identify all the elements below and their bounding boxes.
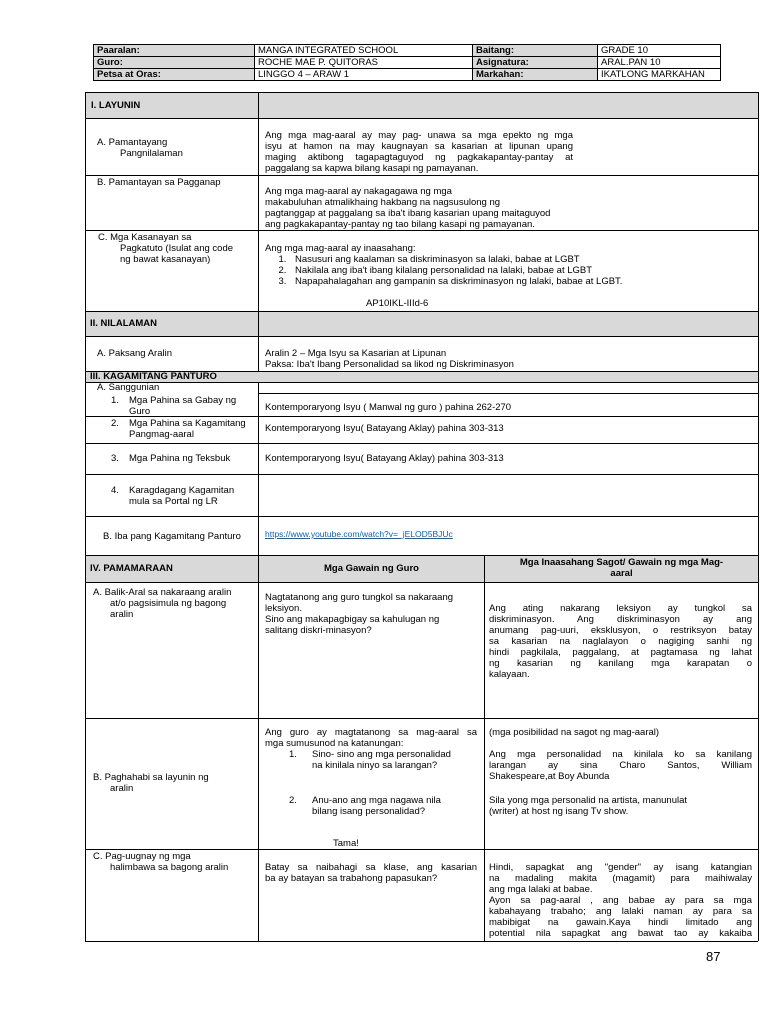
kagamitan-item-num: 4. bbox=[111, 485, 119, 496]
page-number: 87 bbox=[706, 949, 721, 964]
layunin-c-label: Pagkatuto (Isulat ang code bbox=[120, 243, 234, 254]
list-item: 1. Nasusuri ang kaalaman sa diskriminasyon sa lalaki, babae at LGBT bbox=[289, 254, 709, 265]
layunin-a-text: Ang mga mag-aaral ay may pag- unawa sa mga epekto ng mga isyu at hamon na may kaugnayan sa kasarian at lipunan upang maging aktibong tagapagtaguyod ng pagkakapantay-pantay at paggalang sa kapwa bilang kasapi ng pamayanan. bbox=[265, 130, 573, 174]
layunin-c-label: ng bawat kasanayan) bbox=[120, 254, 211, 265]
kagamitan-heading: III. KAGAMITANG PANTURO bbox=[90, 371, 217, 382]
kagamitan-item-value: Kontemporaryong Isyu( Batayang Aklay) pahina 303-313 bbox=[265, 423, 504, 434]
layunin-heading: I. LAYUNIN bbox=[91, 100, 141, 111]
nilalaman-a-label: A. Paksang Aralin bbox=[97, 348, 172, 359]
pamamaraan-c-sagot: Hindi, sapagkat ang "gender" ay isang katangian na madaling makita (magamit) para maihiwalay ang mga lalaki at babae. Ayon sa pag-aaral , ang babae ay para sa mga kabahayang trabaho; ang lalaki naman ay para sa mabibigat na gawain.Kaya hindi limitado ang potential nila sapagkat ang bawat tao ay kakaiba bbox=[489, 862, 752, 939]
pamamaraan-b-sagot-note: (mga posibilidad na sagot ng mag-aaral) bbox=[489, 727, 660, 738]
header-label: Asignatura: bbox=[473, 57, 598, 69]
pamamaraan-b-sagot-2: Sila yong mga personalid na artista, manunulat (writer) at host ng isang Tv show. bbox=[489, 795, 688, 817]
header-row bbox=[94, 45, 721, 57]
list-item: 3. Napapahalagahan ang gampanin sa diskriminasyon ng lalaki, babae at LGBT. bbox=[289, 276, 709, 287]
pamamaraan-b-sagot-1: Ang mga personalidad na kinilala ko sa kanilang larangan ay sina Charo Santos, William Shakespeare,at Boy Abunda bbox=[489, 749, 752, 782]
kagamitan-item-num: 2. bbox=[111, 418, 119, 429]
layunin-b-label: B. Pamantayan sa Pagganap bbox=[97, 177, 221, 188]
pamamaraan-a-guro: Nagtatanong ang guro tungkol sa nakaraang leksiyon. Sino ang makapagbigay sa kahulugan ng salitang diskri-minasyon? bbox=[265, 592, 454, 636]
nilalaman-a-text: Aralin 2 – Mga Isyu sa Kasarian at Lipunan Paksa: Iba't Ibang Personalidad sa likod ng Diskriminasyon bbox=[265, 348, 514, 370]
kagamitan-sanggunian: A. Sanggunian bbox=[97, 382, 160, 393]
nilalaman-heading: II. NILALAMAN bbox=[90, 318, 158, 329]
pamamaraan-a-label: aralin bbox=[110, 609, 134, 620]
header-table bbox=[93, 44, 721, 81]
pamamaraan-b-guro-intro: Ang guro ay magtatanong sa mag-aaral sa mga sumusunod na katanungan: bbox=[265, 727, 477, 749]
pamamaraan-a-label: A. Balik-Aral sa nakaraang aralin bbox=[93, 587, 232, 598]
header-label: Paaralan: bbox=[94, 45, 255, 57]
layunin-c-label: C. Mga Kasanayan sa bbox=[98, 232, 192, 243]
header-label: Guro: bbox=[94, 57, 255, 69]
nilalaman-heading-band bbox=[85, 311, 758, 336]
layunin-heading-band bbox=[85, 92, 758, 118]
pamamaraan-b-guro-q2: Anu-ano ang mga nagawa nila bilang isang personalidad? bbox=[312, 795, 441, 817]
question-num: 2. bbox=[289, 795, 297, 806]
layunin-a-label: Pangnilalaman bbox=[120, 148, 183, 159]
pamamaraan-c-label: C. Pag-uugnay ng mga bbox=[93, 851, 191, 862]
pamamaraan-a-label: at/o pagsisimula ng bagong bbox=[110, 598, 227, 609]
col-header-sagot: Mga Inaasahang Sagot/ Gawain ng mga Mag- aaral bbox=[519, 557, 724, 579]
kagamitan-item-num: 1. bbox=[111, 395, 119, 406]
col-header-guro: Mga Gawain ng Guro bbox=[323, 563, 419, 574]
header-label: Petsa at Oras: bbox=[94, 69, 255, 81]
header-label: Baitang: bbox=[473, 45, 598, 57]
layunin-a-label: A. Pamantayang bbox=[97, 137, 168, 148]
kagamitan-item-value: Kontemporaryong Isyu( Batayang Aklay) pahina 303-313 bbox=[265, 453, 504, 464]
layunin-b-text: Ang mga mag-aaral ay nakagagawa ng mga makabuluhan atmalikhaing hakbang na nagsusulong ng pagtanggap at paggalang sa iba't ibang kasarian upang maitaguyod ang pagkakapantay-pantay ng tao bilang kasapi ng pamayanan. bbox=[265, 186, 551, 230]
pamamaraan-c-label: halimbawa sa bagong aralin bbox=[110, 862, 229, 873]
layunin-c-code: AP10IKL-IIId-6 bbox=[366, 298, 429, 309]
list-item: 2. Nakilala ang iba't ibang kilalang personalidad na lalaki, babae at LGBT bbox=[289, 265, 709, 276]
kagamitan-item-num: 3. bbox=[111, 453, 119, 464]
header-value: ROCHE MAE P. QUITORAS bbox=[255, 57, 473, 69]
pamamaraan-a-sagot: Ang ating nakarang leksiyon ay tungkol sa diskriminasyon. Ang diskriminasyon ay ang anumang pag-uuri, eksklusyon, o restriksyon batay sa kasarian na naglalayon o nagiging sanhi ng hindi pagkilala, paggalang, at pagtamasa ng lahat ng kasarian ng kanilang mga karapatan o kalayaan. bbox=[489, 603, 752, 680]
pamamaraan-heading: IV. PAMAMARAAN bbox=[90, 563, 173, 574]
header-value: ARAL.PAN 10 bbox=[598, 57, 721, 69]
header-value: GRADE 10 bbox=[598, 45, 721, 57]
kagamitan-b-label: B. Iba pang Kagamitang Panturo bbox=[103, 531, 241, 542]
kagamitan-item-label: Mga Pahina sa Kagamitang Pangmag-aaral bbox=[129, 418, 246, 440]
header-value: LINGGO 4 – ARAW 1 bbox=[255, 69, 473, 81]
kagamitan-item-label: Mga Pahina ng Teksbuk bbox=[129, 453, 231, 464]
question-num: 1. bbox=[289, 749, 297, 760]
header-row bbox=[94, 57, 721, 69]
layunin-c-intro: Ang mga mag-aaral ay inaasahang: bbox=[265, 243, 416, 254]
kagamitan-item-label: Karagdagang Kagamitan mula sa Portal ng LR bbox=[129, 485, 235, 507]
layunin-c-list bbox=[263, 254, 709, 287]
youtube-link[interactable]: https://www.youtube.com/watch?v=_jELOD5BJUc bbox=[265, 529, 453, 539]
kagamitan-item-value: Kontemporaryong Isyu ( Manwal ng guro ) pahina 262-270 bbox=[265, 402, 512, 413]
header-row bbox=[94, 69, 721, 81]
pamamaraan-b-label: aralin bbox=[110, 783, 134, 794]
header-value: MANGA INTEGRATED SCHOOL bbox=[255, 45, 473, 57]
pamamaraan-c-guro: Batay sa naibahagi sa klase, ang kasarian ba ay batayan sa trabahong papasukan? bbox=[265, 862, 477, 884]
header-label: Markahan: bbox=[473, 69, 598, 81]
pamamaraan-b-guro-q1: Sino- sino ang mga personalidad na kinilala ninyo sa larangan? bbox=[312, 749, 451, 771]
pamamaraan-b-label: B. Paghahabi sa layunin ng bbox=[93, 772, 209, 783]
header-value: IKATLONG MARKAHAN bbox=[598, 69, 721, 81]
pamamaraan-b-tama: Tama! bbox=[333, 838, 359, 849]
kagamitan-item-label: Mga Pahina sa Gabay ng Guro bbox=[129, 395, 237, 417]
